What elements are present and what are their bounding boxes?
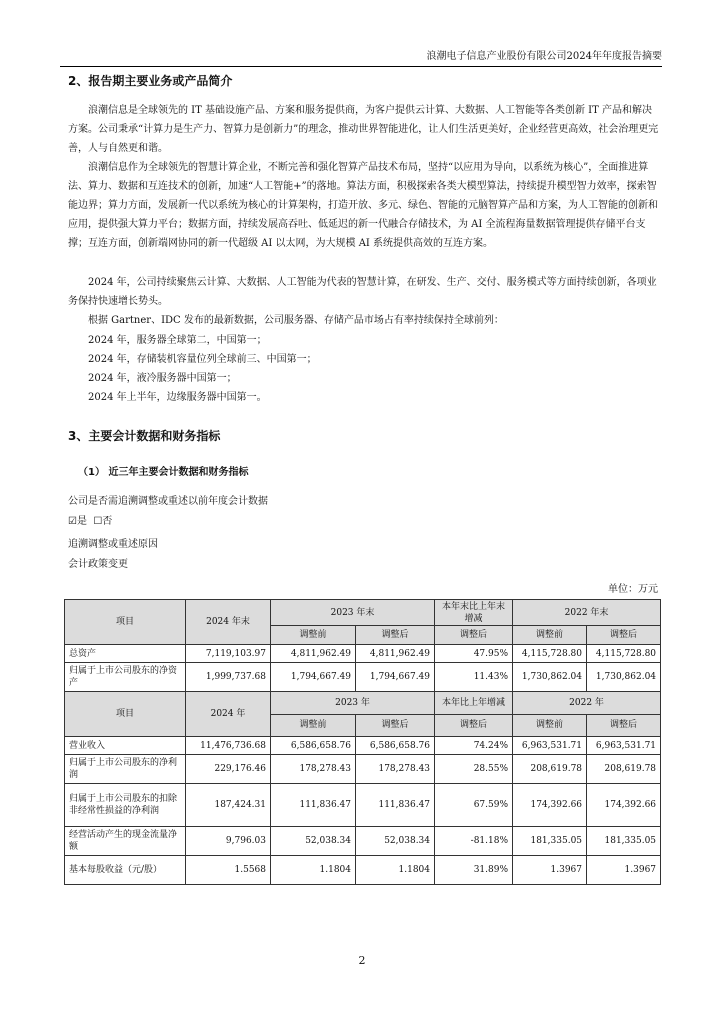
cell: 47.95% xyxy=(435,645,513,663)
list-item: 2024 年，液冷服务器中国第一； xyxy=(88,373,237,384)
cell: 9,796.03 xyxy=(186,827,271,856)
row-label: 营业收入 xyxy=(65,737,186,755)
row-label: 归属于上市公司股东的扣除非经常性损益的净利润 xyxy=(65,784,186,827)
cell: 6,586,658.76 xyxy=(271,737,356,755)
row-label: 归属于上市公司股东的净资产 xyxy=(65,663,186,692)
cell: 4,811,962.49 xyxy=(271,645,356,663)
checked-checkbox: ☑ xyxy=(68,516,77,527)
cell: 174,392.66 xyxy=(587,784,661,827)
table-row xyxy=(65,856,661,885)
no-label: 否 xyxy=(102,516,113,527)
table-row xyxy=(65,737,661,755)
section-2-paragraph-2: 浪潮信息作为全球领先的智慧计算企业，不断完善和强化智算产品技术布局，坚持“以应用为导向，以系统为核心”，全面推进算法、算力、数据和互连技术的创新，加速“人工智能+”的落地。算法方面，积极探索各类大模型算法，持续提升模型智力效率，探索智能边界；算力方面，发展新一代以系统为核心的计算架构，打造开放、多元、绿色、智能的元脑智算产品和方案，为人工智能的创新和应用，提供强大算力平台；数据方面，持续发展高吞吐、低延迟的新一代融合存储技术，为 AI 全流程海量数据管理提供存储平台支撑；互连方面，创新端网协同的新一代超级 AI 以太网，为大规模 AI 系统提供高效的互连方案。 xyxy=(68,162,658,249)
list-item: 2024 年，存储装机容量位列全球前三、中国第一； xyxy=(88,354,317,365)
header-2024: 2024 年末 xyxy=(186,600,271,645)
list-item: 2024 年上半年，边缘服务器中国第一。 xyxy=(88,392,267,403)
cell: 1,794,667.49 xyxy=(356,663,435,692)
reason-label: 追溯调整或重述原因 xyxy=(68,539,158,550)
cell: 4,115,728.80 xyxy=(513,645,587,663)
cell: 52,038.34 xyxy=(356,827,435,856)
yes-label: 是 xyxy=(76,516,87,527)
row-label: 总资产 xyxy=(65,645,186,663)
cell: 208,619.78 xyxy=(587,755,661,784)
cell: 1.3967 xyxy=(587,856,661,885)
header-after-change: 调整后 xyxy=(435,714,513,737)
header-after-2022: 调整后 xyxy=(587,626,661,645)
retro-adjust-choice xyxy=(68,514,112,530)
cell: 181,335.05 xyxy=(587,827,661,856)
row-label: 经营活动产生的现金流量净额 xyxy=(65,827,186,856)
cell: 28.55% xyxy=(435,755,513,784)
cell: 6,963,531.71 xyxy=(587,737,661,755)
cell: 174,392.66 xyxy=(513,784,587,827)
table-row xyxy=(65,784,661,827)
financial-data-table xyxy=(64,599,661,885)
cell: 4,811,962.49 xyxy=(356,645,435,663)
cell: 111,836.47 xyxy=(356,784,435,827)
cell: 6,586,658.76 xyxy=(356,737,435,755)
header-after: 调整后 xyxy=(356,626,435,645)
cell: 1,730,862.04 xyxy=(513,663,587,692)
table-row xyxy=(65,645,661,663)
header-2023: 2023 年 xyxy=(271,692,435,715)
header-item: 项目 xyxy=(65,600,186,645)
cell: 229,176.46 xyxy=(186,755,271,784)
section-2-paragraph-1: 浪潮信息是全球领先的 IT 基础设施产品、方案和服务提供商，为客户提供云计算、大数据、人工智能等各类创新 IT 产品和解决方案。公司秉承“计算力是生产力、智算力是创新力”的理念，推动世界智能进化，让人们生活更美好，企业经营更高效，社会治理更完善，人与自然更和谐。 xyxy=(68,105,659,154)
header-change: 本年比上年增减 xyxy=(435,692,513,715)
unchecked-checkbox: ☐ xyxy=(93,516,103,527)
cell: 178,278.43 xyxy=(271,755,356,784)
cell: 111,836.47 xyxy=(271,784,356,827)
cell: 208,619.78 xyxy=(513,755,587,784)
section-3-title: 3、主要会计数据和财务指标 xyxy=(68,429,221,443)
header-before-2022: 调整前 xyxy=(513,626,587,645)
header-2022: 2022 年末 xyxy=(513,600,661,626)
cell: 11,476,736.68 xyxy=(186,737,271,755)
header-after: 调整后 xyxy=(356,714,435,737)
cell: 181,335.05 xyxy=(513,827,587,856)
table-row xyxy=(65,755,661,784)
cell: 1.3967 xyxy=(513,856,587,885)
page-header: 浪潮电子信息产业股份有限公司2024年年度报告摘要 xyxy=(60,50,662,67)
header-2023: 2023 年末 xyxy=(271,600,435,626)
page-number: 2 xyxy=(358,954,366,967)
retro-adjust-question: 公司是否需追溯调整或重述以前年度会计数据 xyxy=(68,496,268,507)
cell: 1,999,737.68 xyxy=(186,663,271,692)
header-2024: 2024 年 xyxy=(186,692,271,737)
cell: 187,424.31 xyxy=(186,784,271,827)
cell: 178,278.43 xyxy=(356,755,435,784)
section-2-title: 2、报告期主要业务或产品简介 xyxy=(68,74,233,88)
cell: 1,794,667.49 xyxy=(271,663,356,692)
unit-label: 单位：万元 xyxy=(608,584,658,595)
cell: 1.1804 xyxy=(271,856,356,885)
cell: 52,038.34 xyxy=(271,827,356,856)
table-row xyxy=(65,827,661,856)
section-2-paragraph-4: 根据 Gartner、IDC 发布的最新数据，公司服务器、存储产品市场占有率持续保持全球前列： xyxy=(88,315,504,326)
cell: 1.5568 xyxy=(186,856,271,885)
table-row xyxy=(65,663,661,692)
cell: 1,730,862.04 xyxy=(587,663,661,692)
cell: 7,119,103.97 xyxy=(186,645,271,663)
cell: 11.43% xyxy=(435,663,513,692)
header-item: 项目 xyxy=(65,692,186,737)
header-2022: 2022 年 xyxy=(513,692,661,715)
header-change: 本年末比上年末增减 xyxy=(435,600,513,626)
section-2-paragraph-3: 2024 年，公司持续聚焦云计算、大数据、人工智能为代表的智慧计算，在研发、生产、交付、服务模式等方面持续创新，各项业务保持快速增长势头。 xyxy=(68,277,657,307)
cell: 74.24% xyxy=(435,737,513,755)
header-after-2022: 调整后 xyxy=(587,714,661,737)
row-label: 基本每股收益（元/股） xyxy=(65,856,186,885)
row-label: 归属于上市公司股东的净利润 xyxy=(65,755,186,784)
header-before: 调整前 xyxy=(271,626,356,645)
header-after-change: 调整后 xyxy=(435,626,513,645)
cell: 4,115,728.80 xyxy=(587,645,661,663)
cell: 6,963,531.71 xyxy=(513,737,587,755)
list-item: 2024 年，服务器全球第二，中国第一； xyxy=(88,335,267,346)
cell: 1.1804 xyxy=(356,856,435,885)
cell: 31.89% xyxy=(435,856,513,885)
cell: 67.59% xyxy=(435,784,513,827)
header-before-2022: 调整前 xyxy=(513,714,587,737)
reason-text: 会计政策变更 xyxy=(68,559,128,570)
cell: -81.18% xyxy=(435,827,513,856)
header-before: 调整前 xyxy=(271,714,356,737)
section-3-subtitle: （1） 近三年主要会计数据和财务指标 xyxy=(78,467,249,478)
